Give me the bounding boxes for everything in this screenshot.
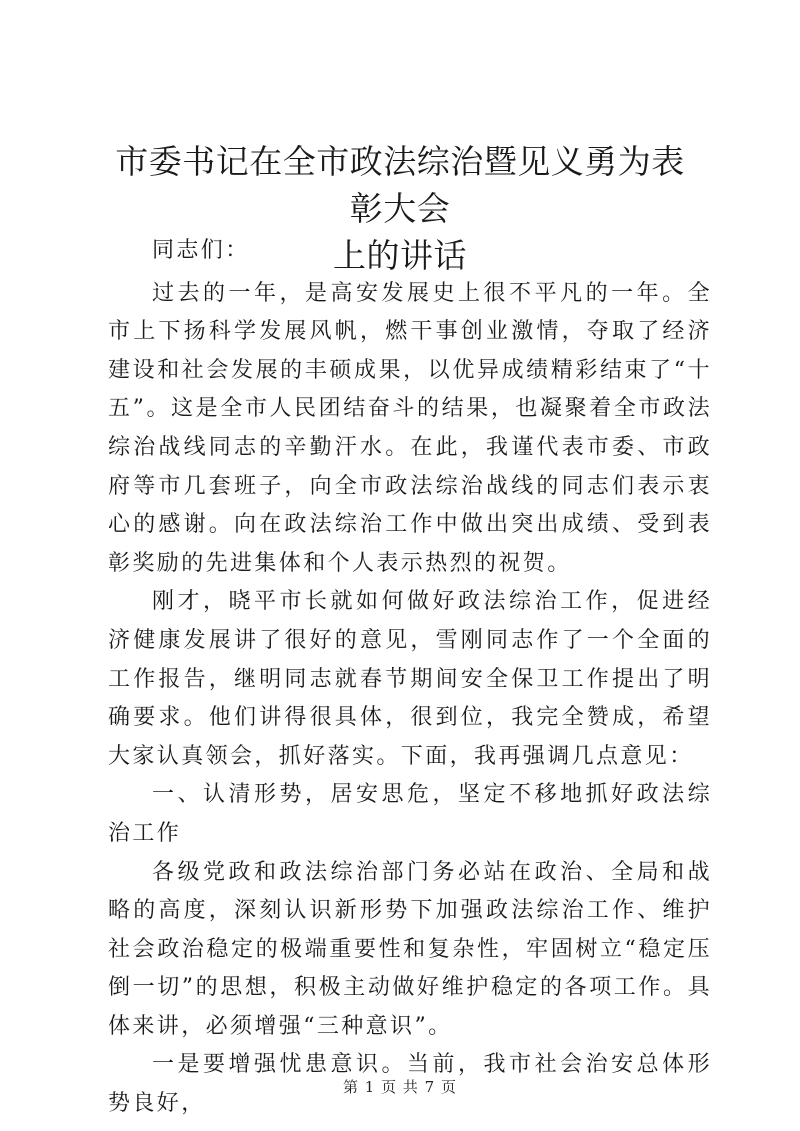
paragraph: 过去的一年，是高安发展史上很不平凡的一年。全市上下扬科学发展风帆，燃干事创业激情，夺取了经济建设和社会发展的丰硕成果，以优异成绩精彩结束了“十五”。这是全市人民团结奋斗的结果，也凝聚着全市政法综治战线同志的辛勤汗水。在此，我谨代表市委、市政府等市几套班子，向全市政法综治战线的同志们表示衷心的感谢。向在政法综治工作中做出突出成绩、受到表彰奖励的先进集体和个人表示热烈的祝贺。 <box>108 280 712 576</box>
document-body <box>108 232 712 1124</box>
salutation: 同志们： <box>152 238 250 263</box>
page-footer <box>0 1076 800 1097</box>
section-heading: 一、认清形势，居安思危，坚定不移地抓好政法综治工作 <box>108 782 712 846</box>
title-line-1: 市委书记在全市政法综治暨见义勇为表彰大会 <box>115 142 685 228</box>
paragraph: 各级党政和政法综治部门务必站在政治、全局和战略的高度，深刻认识新形势下加强政法综治工作、维护社会政治稳定的极端重要性和复杂性，牢固树立“稳定压倒一切”的思想，积极主动做好维护稳定的各项工作。具体来讲，必须增强“三种意识”。 <box>108 859 712 1039</box>
title-line-2: 上的讲话 <box>333 236 467 275</box>
paragraph: 一是要增强忧患意识。当前，我市社会治安总体形势良好， <box>108 1052 712 1117</box>
paragraph: 刚才，晓平市长就如何做好政法综治工作，促进经济健康发展讲了很好的意见，雪刚同志作了一个全面的工作报告，继明同志就春节期间安全保卫工作提出了明确要求。他们讲得很具体，很到位，我完全赞成，希望大家认真领会，抓好落实。下面，我再强调几点意见： <box>108 589 712 769</box>
page-number-label: 第 1 页 共 7 页 <box>343 1078 457 1096</box>
